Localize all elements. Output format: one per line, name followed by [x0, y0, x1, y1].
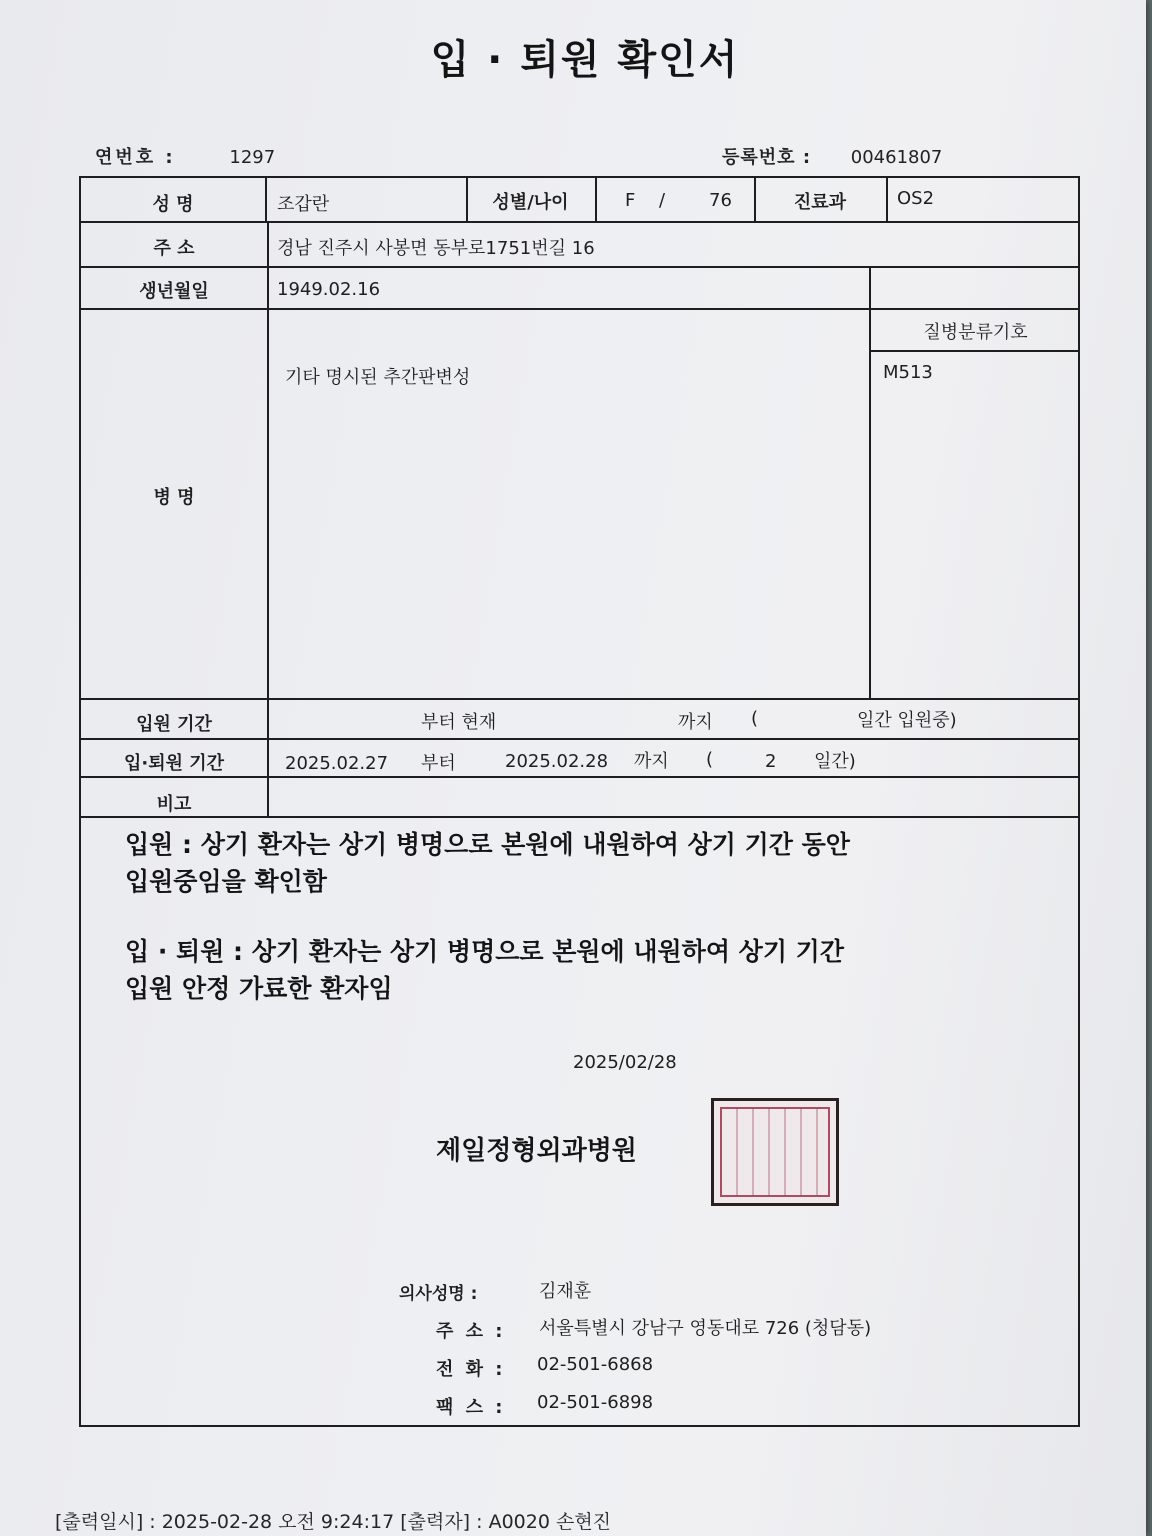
hospital-name: 제일정형외과병원 [436, 1136, 637, 1166]
serial-number [95, 143, 275, 169]
hospital-seal [711, 1098, 839, 1206]
doctor-name-label: 의사성명 : [399, 1284, 478, 1304]
discharge-statement-line2: 입원 안정 가료한 환자임 [125, 974, 393, 1003]
issue-date: 2025/02/28 [573, 1052, 677, 1073]
patient-birth: 1949.02.16 [277, 279, 381, 300]
inout-start-date: 2025.02.27 [285, 753, 389, 774]
fax-number: 02-501-6898 [537, 1392, 654, 1413]
inout-until: 까지 [634, 751, 669, 772]
sex-age-label: 성별/나이 [492, 192, 569, 213]
patient-age: 76 [709, 190, 732, 211]
phone-label: 전 화 : [436, 1359, 506, 1380]
fax-label: 팩 스 : [436, 1397, 506, 1418]
disease-code-label: 질병분류기호 [923, 322, 1028, 343]
print-footer: [출력일시] : 2025-02-28 오전 9:24:17 [출력자] : A0020 손현진 [55, 1511, 612, 1533]
inout-end-date: 2025.02.28 [505, 751, 609, 772]
admission-until: 까지 [678, 712, 713, 733]
disease-code: M513 [883, 362, 933, 383]
remarks-label: 비고 [156, 794, 192, 815]
inout-days-text: 일간) [814, 751, 856, 772]
registration-value: 00461807 [850, 147, 943, 168]
inout-days: 2 [765, 751, 777, 772]
hospital-address: 서울특별시 강남구 영동대로 726 (청담동) [539, 1318, 872, 1339]
patient-sex: F [625, 190, 636, 211]
admission-days-text: 일간 입원중) [857, 710, 957, 731]
admission-statement-line1: 입원 : 상기 환자는 상기 병명으로 본원에 내원하여 상기 기간 동안 [125, 830, 850, 859]
serial-label: 연번호 : [95, 147, 176, 168]
seal-inner-mark [720, 1107, 830, 1197]
document-title: 입 · 퇴원 확인서 [430, 37, 740, 83]
sex-age-separator: / [659, 190, 666, 211]
address-label: 주 소 [153, 238, 195, 259]
name-label: 성 명 [152, 194, 194, 215]
confirmation-form [79, 176, 1080, 1427]
inout-from: 부터 [421, 753, 456, 774]
patient-address: 경남 진주시 사봉면 동부로1751번길 16 [277, 238, 595, 259]
admission-from: 부터 현재 [421, 712, 497, 733]
doctor-name: 김재훈 [539, 1281, 592, 1302]
discharge-statement-line1: 입 · 퇴원 : 상기 환자는 상기 병명으로 본원에 내원하여 상기 기간 [125, 937, 844, 966]
hospital-address-label: 주 소 : [436, 1321, 506, 1342]
registration-number [722, 143, 942, 169]
admission-statement-line2: 입원중임을 확인함 [125, 867, 327, 896]
disease-name: 기타 명시된 추간판변성 [285, 367, 471, 388]
phone-number: 02-501-6868 [537, 1354, 654, 1375]
admission-paren: ( [751, 708, 759, 729]
inout-period-label: 입·퇴원 기간 [123, 753, 225, 774]
department-value: OS2 [897, 188, 935, 209]
admission-period-label: 입원 기간 [136, 714, 212, 735]
registration-label: 등록번호 : [722, 147, 812, 168]
birth-label: 생년월일 [139, 281, 209, 302]
inout-paren: ( [706, 749, 714, 770]
disease-label: 병 명 [153, 487, 195, 508]
department-label: 진료과 [793, 192, 847, 213]
serial-value: 1297 [229, 147, 276, 168]
patient-name: 조갑란 [277, 194, 330, 215]
